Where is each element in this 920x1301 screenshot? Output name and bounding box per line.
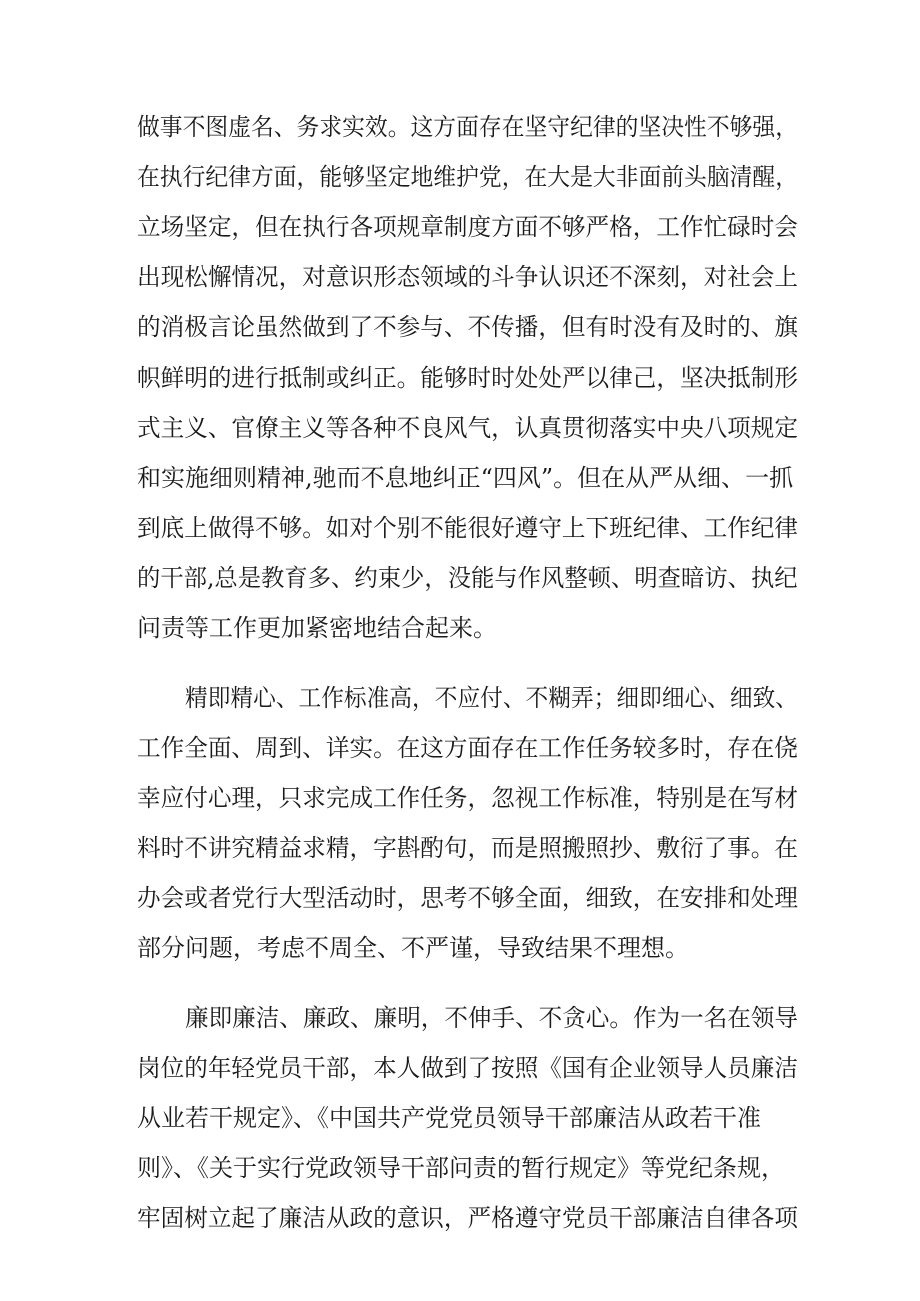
text-line: 廉即廉洁、廉政、廉明，不伸手、不贪心。作为一名在领导 bbox=[185, 1004, 798, 1032]
text-line: 的干部,总是教育多、约束少，没能与作风整顿、明查暗访、执纪 bbox=[137, 564, 798, 592]
text-line: 的消极言论虽然做到了不参与、不传播，但有时没有及时的、旗 bbox=[137, 313, 798, 341]
text-line: 岗位的年轻党员干部，本人做到了按照《国有企业领导人员廉洁 bbox=[137, 1054, 798, 1082]
text-line: 出现松懈情况，对意识形态领域的斗争认识还不深刻，对社会上 bbox=[137, 263, 798, 291]
text-line: 料时不讲究精益求精，字斟酌句，而是照搬照抄、敷衍了事。在 bbox=[137, 834, 798, 862]
text-line: 幸应付心理，只求完成工作任务，忽视工作标准，特别是在写材 bbox=[137, 784, 798, 812]
text-line: 帜鲜明的进行抵制或纠正。能够时时处处严以律己，坚决抵制形 bbox=[137, 364, 798, 392]
text-line: 办会或者党行大型活动时，思考不够全面，细致，在安排和处理 bbox=[137, 884, 798, 912]
text-line: 精即精心、工作标准高，不应付、不糊弄；细即细心、细致、 bbox=[185, 684, 798, 712]
text-line: 部分问题，考虑不周全、不严谨，导致结果不理想。 bbox=[137, 934, 689, 962]
text-line: 牢固树立起了廉洁从政的意识，严格遵守党员干部廉洁自律各项 bbox=[137, 1204, 798, 1232]
text-line: 立场坚定，但在执行各项规章制度方面不够严格，工作忙碌时会 bbox=[137, 213, 798, 241]
text-line: 从业若干规定》、《中国共产党党员领导干部廉洁从政若干准 bbox=[137, 1104, 761, 1132]
text-line: 在执行纪律方面，能够坚定地维护党，在大是大非面前头脑清醒， bbox=[137, 163, 798, 191]
text-line: 到底上做得不够。如对个别不能很好遵守上下班纪律、工作纪律 bbox=[137, 514, 798, 542]
text-line: 问责等工作更加紧密地结合起来。 bbox=[137, 614, 497, 642]
text-line: 则》、《关于实行党政领导干部问责的暂行规定》等党纪条规， bbox=[137, 1154, 785, 1182]
text-line: 做事不图虚名、务求实效。这方面存在坚守纪律的坚决性不够强， bbox=[137, 113, 798, 141]
text-line: 式主义、官僚主义等各种不良风气，认真贯彻落实中央八项规定 bbox=[137, 414, 798, 442]
text-line: 工作全面、周到、详实。在这方面存在工作任务较多时，存在侥 bbox=[137, 734, 798, 762]
text-line: 和实施细则精神,驰而不息地纠正“四风”。但在从严从细、一抓 bbox=[137, 464, 794, 492]
